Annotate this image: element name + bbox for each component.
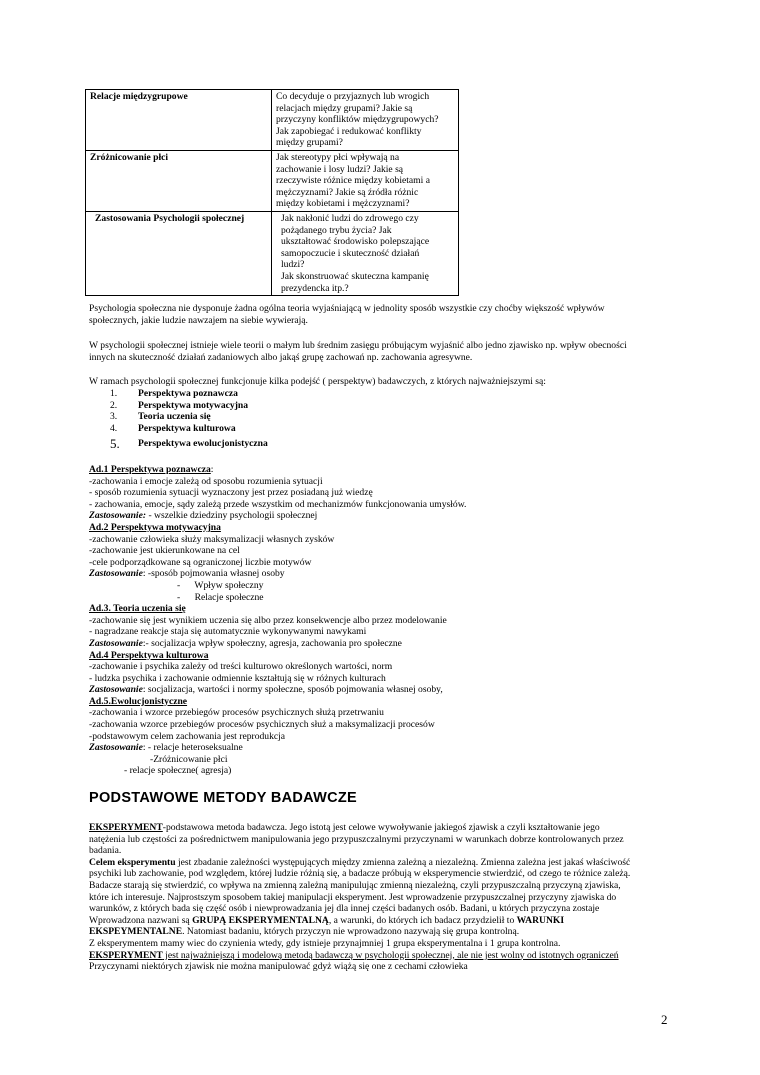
list-item bbox=[110, 388, 670, 400]
text-line: - nagradzane reakcje staja się automatycznie wykonywanymi nawykami bbox=[89, 626, 367, 638]
text-line: Badacze starają się stwierdzić, co wpływa na zmienną zależną manipulując zmienną niezależną, czyli przypuszczalną przyczyną zjawiska, bbox=[89, 879, 621, 891]
table-cell-line: Jak skonstruować skuteczna kampanię bbox=[281, 270, 429, 282]
intro-paragraph-2 bbox=[89, 340, 689, 363]
list-number: 5. bbox=[110, 435, 120, 451]
table-questions-cell bbox=[272, 211, 459, 295]
application-text: :- socjalizacja wpływ społeczny, agresja, zachowania pro społeczne bbox=[142, 637, 402, 649]
table-cell-line: między kobietami i mężczyznami? bbox=[276, 198, 410, 210]
sub-item: -Zróżnicowanie płci bbox=[150, 753, 228, 765]
methods-body bbox=[89, 822, 689, 973]
table-cell-line: samopoczucie i skuteczność działań bbox=[281, 247, 420, 259]
application-line bbox=[89, 510, 709, 522]
list-number: 3. bbox=[110, 411, 118, 423]
table-cell-line: zachowanie i losy ludzi? Jakie są bbox=[276, 163, 404, 175]
table-topic-cell: Relacje międzygrupowe bbox=[86, 90, 272, 151]
text-span: , a warunki, do których ich badacz przydzielił to bbox=[328, 914, 517, 926]
list-number: 4. bbox=[110, 422, 118, 434]
application-text: : -sposób pojmowania własnej osoby bbox=[142, 568, 285, 580]
text-line: -zachowania i wzorce przebiegów procesów psychicznych służą przetrwaniu bbox=[89, 707, 384, 719]
text-line: - ludzka psychika i zachowanie odmiennie kształtują się w różnych kulturach bbox=[89, 672, 386, 684]
sub-item: - relacje społeczne( agresja) bbox=[124, 765, 232, 777]
perspectives-list bbox=[110, 388, 670, 449]
table-cell-line: Co decyduje o przyjaznych lub wrogich bbox=[276, 91, 430, 102]
text-line: W psychologii społecznej istnieje wiele teorii o małym lub średnim zasięgu próbującym wyjaśnić albo jedno zjawisko np. wpływ obecności bbox=[89, 340, 627, 351]
application-label: Zastosowanie bbox=[89, 637, 143, 649]
table-topic-cell: Zastosowania Psychologii społecznej bbox=[86, 211, 272, 295]
application-text: - wszelkie dziedziny psychologii społecznej bbox=[146, 510, 318, 522]
text-line: innych na skuteczność działań zadaniowych albo jakąś grupę zachowań np. zachowania agresywne. bbox=[89, 351, 473, 363]
text-line: -zachowania i emocje zależą od sposobu rozumienia sytuacji bbox=[89, 475, 323, 487]
goal-term: Celem eksperymentu bbox=[89, 856, 176, 868]
text-line: W ramach psychologii społecznej funkcjonuje kilka podejść ( perspektyw) badawczych, z których najważniejszymi są: bbox=[89, 376, 546, 387]
table-cell-line: między grupami? bbox=[276, 137, 343, 149]
perspectives-details bbox=[89, 464, 709, 777]
section-heading bbox=[89, 464, 709, 476]
text-line: - zachowania, emocje, sądy zależą przede wszystkim od mechanizmów funkcjonowania umysłów. bbox=[89, 498, 467, 510]
table-questions-cell bbox=[272, 150, 459, 211]
application-label: Zastosowanie: bbox=[89, 510, 147, 522]
sub-item: - Relacje społeczne bbox=[177, 591, 264, 603]
application-label: Zastosowanie bbox=[89, 742, 143, 754]
section-5-heading: Ad.5.Ewolucjonistyczne bbox=[89, 695, 188, 707]
list-item bbox=[110, 423, 670, 435]
section-2-heading: Ad.2 Perspektywa motywacyjna bbox=[89, 521, 221, 533]
application-line bbox=[89, 684, 709, 696]
experiment-term: EKSPERYMENT bbox=[89, 822, 163, 833]
table-topic-cell: Zróżnicowanie płci bbox=[86, 150, 272, 211]
text-line: społecznych, jakie ludzie nawzajem na siebie wywierają. bbox=[89, 314, 308, 326]
experiment-term: EKSPERYMENT bbox=[89, 949, 163, 961]
text-line: Psychologia społeczna nie dysponuje żadna ogólna teoria wyjaśniającą w jednolity sposób wszystkie czy choćby większość wpływów bbox=[89, 303, 605, 314]
text-span: Wprowadzona nazwani są bbox=[89, 914, 193, 926]
table-cell-line: Jak zapobiegać i redukować konflikty bbox=[276, 125, 422, 137]
application-line bbox=[89, 638, 709, 650]
table-cell-line: Jak stereotypy płci wpływają na bbox=[276, 151, 400, 163]
list-label: Teoria uczenia się bbox=[138, 411, 211, 423]
text-line: - sposób rozumienia sytuacji wyznaczony jest przez posiadaną już wiedzę bbox=[89, 487, 373, 499]
text-line: -zachowania wzorce przebiegów procesów psychicznych służ a maksymalizacji procesów bbox=[89, 719, 435, 731]
text-line: badania. bbox=[89, 845, 122, 857]
table-cell-line: pożądanego trybu życia? Jak bbox=[281, 224, 392, 236]
text-line: psychiki lub zachowanie, pod względem, której ludzie różnią się, a badacze próbują w eksperymencie stwierdzić, od czego te różnice zależą. bbox=[89, 868, 631, 880]
text-line: Przyczynami niektórych zjawisk nie można manipulować gdyż wiążą się one z cechami człowieka bbox=[89, 961, 468, 973]
application-label: Zastosowanie bbox=[89, 684, 143, 696]
list-label: Perspektywa kulturowa bbox=[138, 422, 236, 434]
text-line: natężenia lub częstości za pośrednictwem manipulowania jego przypuszczalnymi przyczynami w warunkach dobrze kontrolowanych przez bbox=[89, 833, 624, 845]
table-cell-line: przyczyny konfliktów międzygrupowych? bbox=[276, 114, 439, 126]
methods-heading: PODSTAWOWE METODY BADAWCZE bbox=[89, 790, 357, 806]
text-line: -zachowanie się jest wynikiem uczenia się albo przez konsekwencje albo przez modelowanie bbox=[89, 614, 447, 626]
topics-table bbox=[85, 89, 459, 296]
table-cell-line: mężczyznami? Jakie są źródła różnic bbox=[276, 186, 419, 198]
list-label: Perspektywa motywacyjna bbox=[138, 399, 249, 411]
text-line bbox=[89, 926, 689, 938]
page-number: 2 bbox=[661, 1012, 668, 1027]
table-row bbox=[86, 211, 459, 295]
text-line: -zachowanie człowieka służy maksymalizacji własnych zysków bbox=[89, 533, 335, 545]
table-cell-line: Jak nakłonić ludzi do zdrowego czy bbox=[281, 212, 419, 224]
section-1-heading: Ad.1 Perspektywa poznawcza bbox=[89, 464, 211, 475]
table-cell-line: rzeczywiste różnice między kobietami a bbox=[276, 175, 430, 187]
application-text: : socjalizacja, wartości i normy społeczne, sposób pojmowania własnej osoby, bbox=[142, 684, 443, 696]
heading-suffix: : bbox=[210, 464, 214, 475]
list-number: 2. bbox=[110, 399, 118, 411]
text-line: -cele podporządkowane są ograniczonej liczbie motywów bbox=[89, 556, 312, 568]
sub-item: - Wpływ społeczny bbox=[177, 579, 264, 591]
list-item bbox=[110, 411, 670, 423]
experimental-group-term: GRUPĄ EKSPERYMENTALNĄ bbox=[192, 914, 329, 926]
list-item bbox=[110, 400, 670, 412]
list-label: Perspektywa poznawcza bbox=[138, 388, 238, 399]
list-label: Perspektywa ewolucjonistyczna bbox=[138, 437, 268, 449]
experimental-conditions-term: WARUNKI bbox=[516, 914, 565, 926]
table-questions-cell bbox=[272, 90, 459, 151]
application-line bbox=[89, 742, 709, 754]
application-line bbox=[89, 568, 709, 580]
text-line: Z eksperymentem mamy wiec do czynienia wtedy, gdy istnieje przynajmniej 1 grupa eksperymentalna i 1 grupa kontrolna. bbox=[89, 937, 561, 949]
text-line bbox=[89, 822, 689, 834]
text-span: . Natomiast badaniu, których przyczyn nie wprowadzono nazywają się grupa kontrolną. bbox=[182, 926, 520, 938]
list-number: 1. bbox=[110, 388, 118, 399]
table-cell-line: ludzi? bbox=[281, 259, 305, 271]
intro-paragraph-1 bbox=[89, 303, 689, 326]
text-line bbox=[89, 950, 689, 962]
text-line bbox=[89, 857, 689, 869]
text-line: -zachowanie i psychika zależy od treści kulturowo określonych wartości, norm bbox=[89, 661, 393, 673]
text-line: które ich interesuje. Najprostszym sposobem takiej manipulacji eksperyment. Jest wprowadzenie przypuszczalnej przyczyny zjawiska do bbox=[89, 891, 617, 903]
section-3-heading: Ad.3. Teoria uczenia się bbox=[89, 603, 186, 615]
table-cell-line: prezydencka itp.? bbox=[281, 282, 349, 294]
table-cell-line: ukształtować środowisko polepszające bbox=[281, 236, 430, 248]
intro-paragraph-3 bbox=[89, 376, 689, 388]
table-cell-line: relacjach między grupami? Jakie są bbox=[276, 102, 413, 114]
table-row bbox=[86, 150, 459, 211]
text-span: -podstawowa metoda badawcza. Jego istotą jest celowe wywoływanie jakiegoś zjawisk a czyli kształtowanie jego bbox=[162, 822, 600, 833]
text-span: jest zbadanie zależności występujących między zmienna zależną a niezależną. Zmienna zależna jest jakaś właściwość bbox=[175, 856, 631, 868]
text-line: -podstawowym celem zachowania jest reprodukcja bbox=[89, 730, 286, 742]
text-line bbox=[89, 915, 689, 927]
list-item bbox=[110, 434, 670, 449]
application-label: Zastosowanie bbox=[89, 568, 143, 580]
section-4-heading: Ad.4 Perspektywa kulturowa bbox=[89, 649, 209, 661]
application-text: : - relacje heteroseksualne bbox=[142, 742, 243, 754]
text-line: -zachowanie jest ukierunkowane na cel bbox=[89, 545, 240, 557]
text-span: jest najważniejszą i modelową metodą badawczą w psychologii społecznej, ale nie jest wolny od istotnych ograniczeń bbox=[162, 949, 619, 961]
experimental-conditions-term: EKSPEYMENTALNE bbox=[89, 926, 183, 938]
text-line: warunków, z których bada się część osób i niewprowadzania jej dla innej części badanych osób. Badani, u których przyczyna zostaje bbox=[89, 903, 600, 915]
table-row bbox=[86, 90, 459, 151]
